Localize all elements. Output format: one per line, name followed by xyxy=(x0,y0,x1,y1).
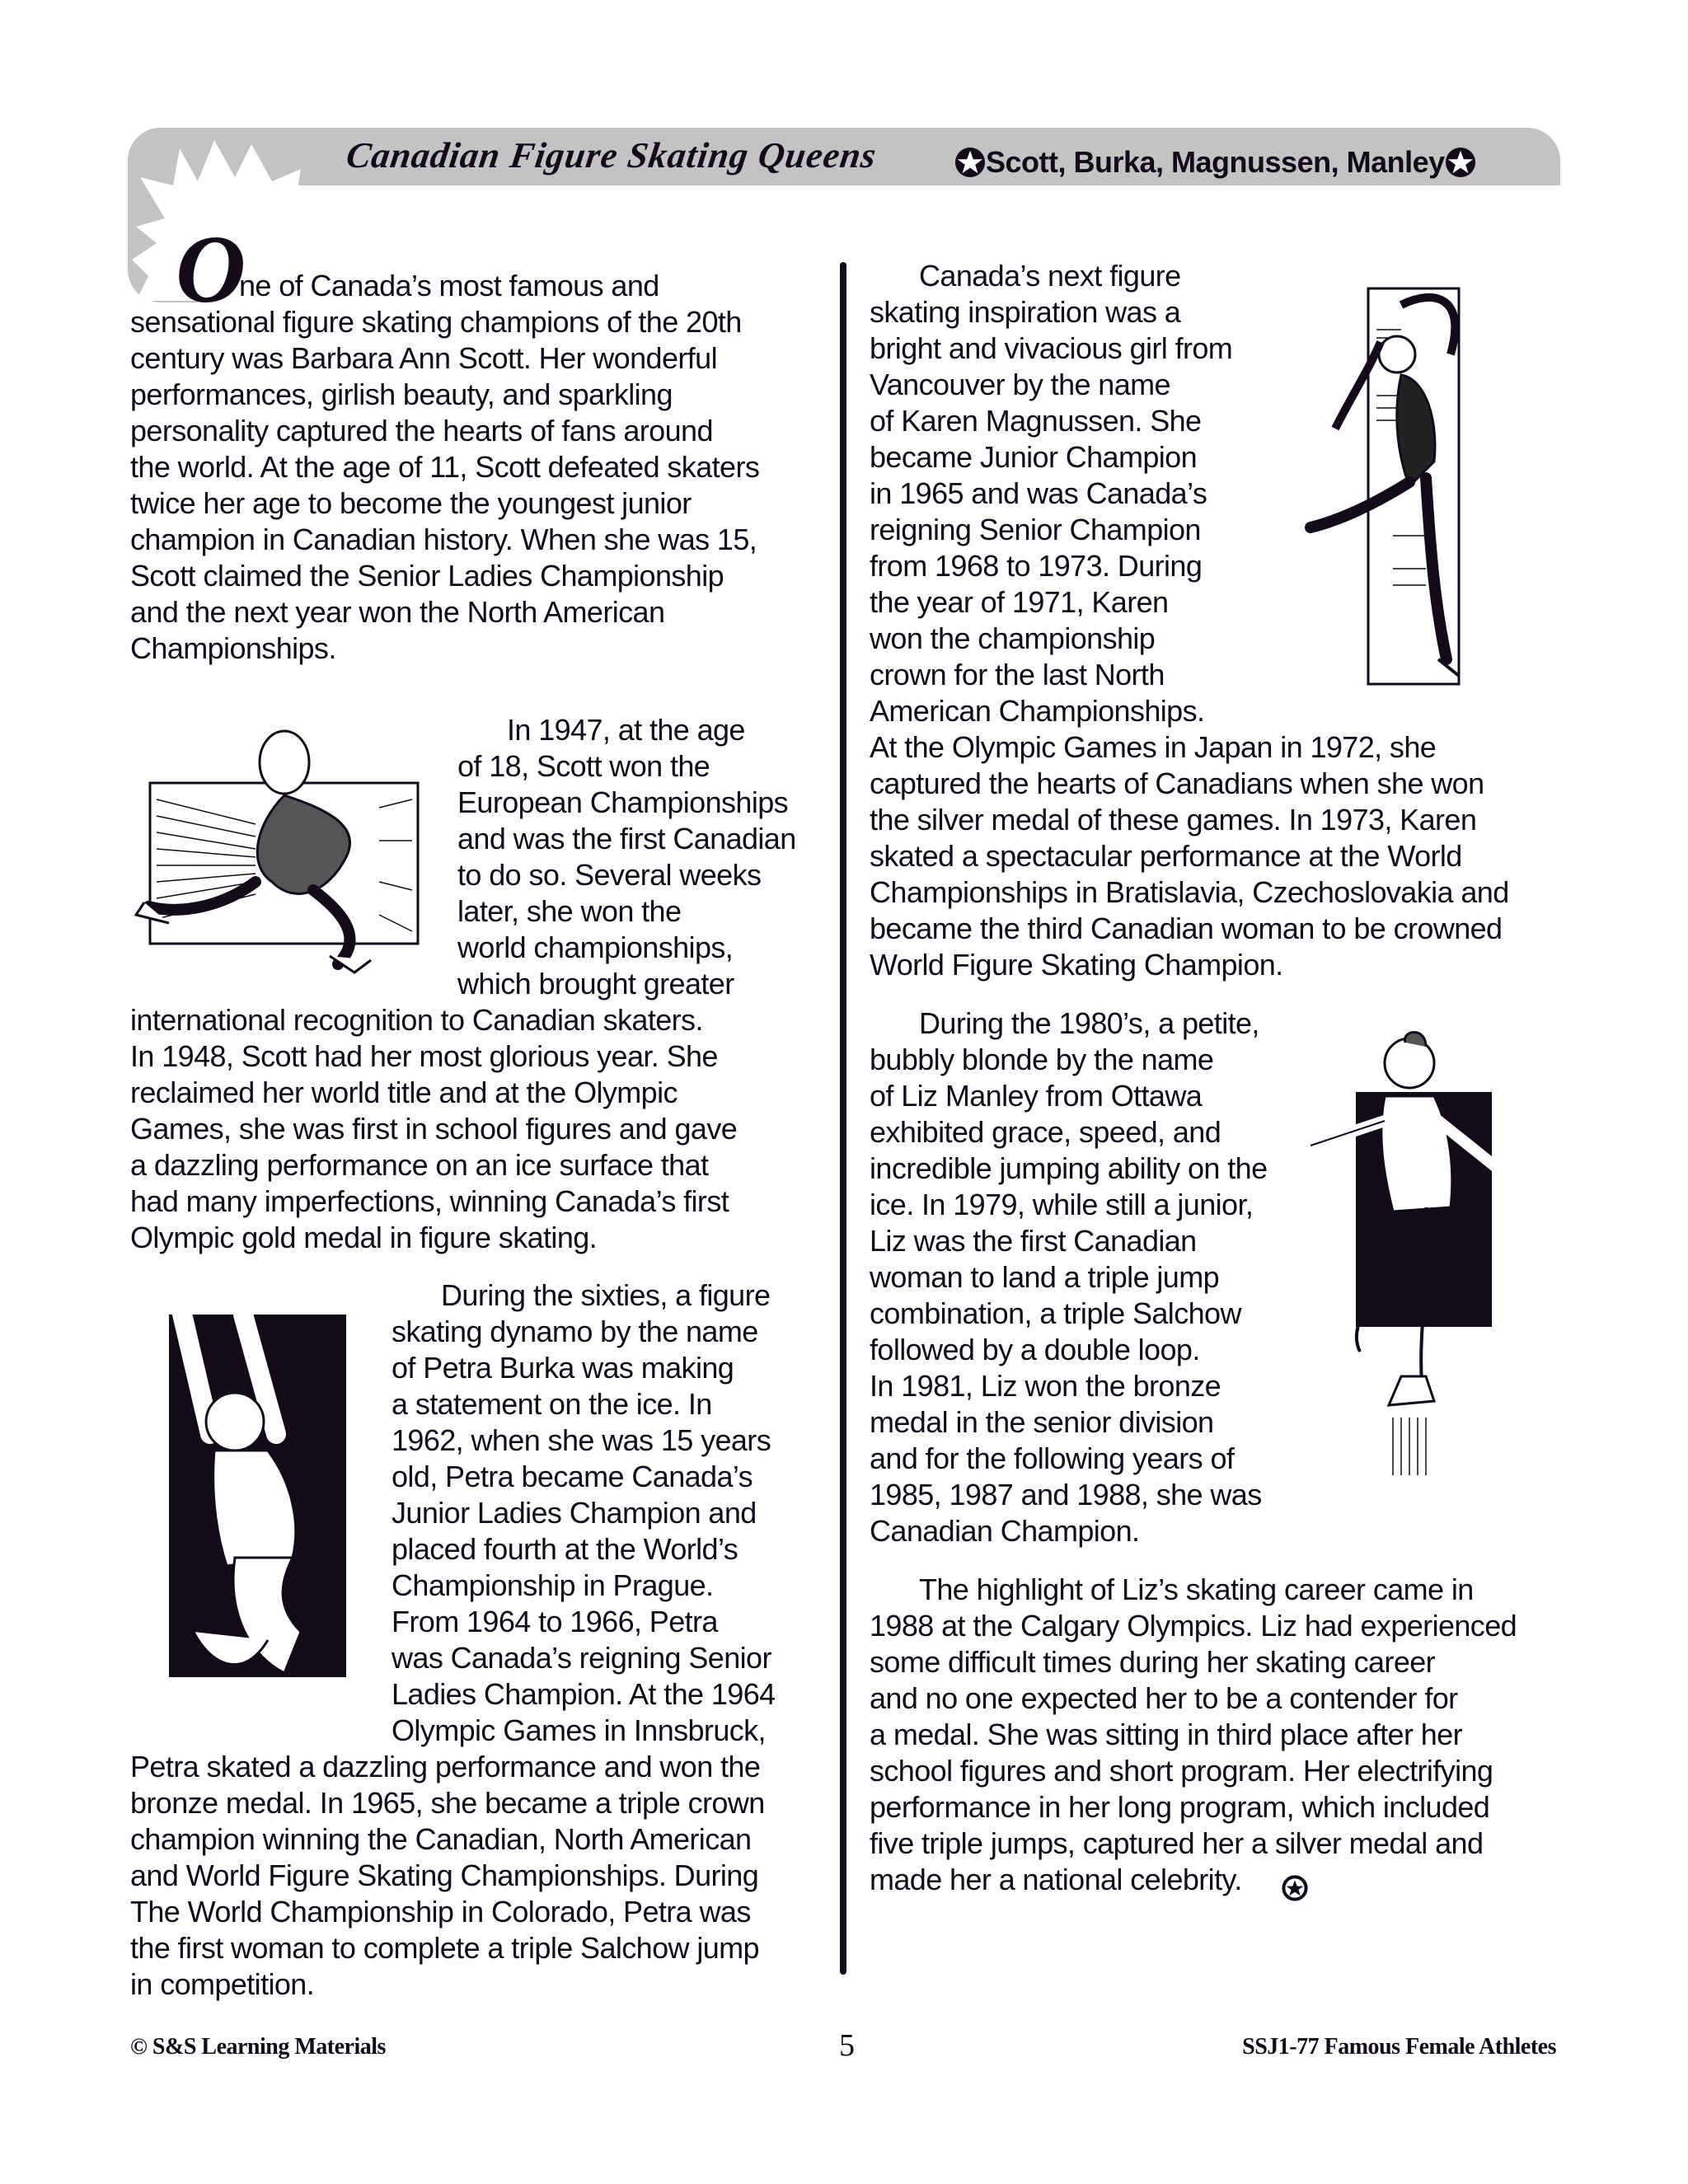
text-line: Liz was the first Canadian xyxy=(870,1224,1197,1258)
text-line: medal in the senior division xyxy=(870,1405,1214,1439)
text-line: of 18, Scott won the xyxy=(457,749,710,783)
text-line: a medal. She was sitting in third place after her xyxy=(870,1718,1462,1751)
text-line: to do so. Several weeks xyxy=(457,858,762,892)
text-line: skated a spectacular performance at the World xyxy=(870,839,1462,873)
text-line: placed fourth at the World’s xyxy=(392,1532,738,1566)
text-line: followed by a double loop. xyxy=(870,1333,1200,1366)
text-line: captured the hearts of Canadians when she won xyxy=(870,766,1484,800)
text-line: Championships in Bratislavia, Czechoslovakia and xyxy=(870,875,1509,909)
text-line: Scott claimed the Senior Ladies Championship xyxy=(130,559,724,593)
text-line: the world. At the age of 11, Scott defeated skaters xyxy=(130,450,760,484)
page-title: Canadian Figure Skating Queens xyxy=(344,135,879,176)
text-line: incredible jumping ability on the xyxy=(870,1151,1268,1185)
text-line: During the 1980’s, a petite, xyxy=(919,1006,1259,1040)
text-line: century was Barbara Ann Scott. Her wonderful xyxy=(130,341,717,375)
athlete-names xyxy=(954,145,1476,180)
text-line: Olympic Games in Innsbruck, xyxy=(392,1713,766,1747)
text-line: ne of Canada’s most famous and xyxy=(239,269,659,302)
text-line: European Championships xyxy=(457,785,789,819)
skater-magnussen-illustration xyxy=(1286,272,1550,701)
text-line: 1962, when she was 15 years xyxy=(392,1423,771,1457)
text-line: 1988 at the Calgary Olympics. Liz had experienced xyxy=(870,1609,1517,1643)
text-line: American Championships. xyxy=(870,694,1205,728)
text-line: and for the following years of xyxy=(870,1441,1235,1475)
text-line: ice. In 1979, while still a junior, xyxy=(870,1188,1254,1221)
text-line: 1985, 1987 and 1988, she was xyxy=(870,1478,1262,1511)
text-line: of Karen Magnussen. She xyxy=(870,404,1202,438)
skater-manley-illustration xyxy=(1294,1030,1558,1492)
text-line: Canada’s next figure xyxy=(919,259,1181,293)
text-line: reclaimed her world title and at the Olympic xyxy=(130,1076,678,1109)
text-line: the first woman to complete a triple Salchow jump xyxy=(130,1931,759,1965)
text-line: The World Championship in Colorado, Petra was xyxy=(130,1895,751,1929)
star-in-circle-icon xyxy=(1445,147,1476,178)
skater-scott-illustration xyxy=(132,717,449,981)
text-line: made her a national celebrity. xyxy=(870,1863,1242,1896)
text-line: bright and vivacious girl from xyxy=(870,331,1233,365)
text-line: won the championship xyxy=(870,621,1156,655)
text-line: the year of 1971, Karen xyxy=(870,585,1169,619)
text-line: in competition. xyxy=(130,1967,315,2001)
text-line: twice her age to become the youngest junior xyxy=(130,486,692,520)
text-line: woman to land a triple jump xyxy=(870,1260,1220,1294)
text-line: Games, she was first in school figures and gave xyxy=(130,1112,738,1146)
text-line: Junior Ladies Champion and xyxy=(392,1496,757,1530)
text-line: At the Olympic Games in Japan in 1972, she xyxy=(870,730,1437,764)
text-line: Petra skated a dazzling performance and won the xyxy=(130,1750,761,1783)
text-line: exhibited grace, speed, and xyxy=(870,1115,1221,1149)
text-line: was Canada’s reigning Senior xyxy=(392,1641,771,1675)
page-number: 5 xyxy=(839,2028,855,2063)
text-line: became the third Canadian woman to be crowned xyxy=(870,912,1503,945)
text-line: the silver medal of these games. In 1973, Karen xyxy=(870,803,1477,837)
drop-cap: O xyxy=(176,215,246,323)
text-line: performances, girlish beauty, and sparkling xyxy=(130,377,673,411)
column-divider xyxy=(840,262,846,1975)
text-line: Championship in Prague. xyxy=(392,1568,714,1602)
text-line: and World Figure Skating Championships. During xyxy=(130,1858,759,1892)
text-line: bubbly blonde by the name xyxy=(870,1043,1214,1076)
footer-copyright: © S&S Learning Materials xyxy=(130,2034,386,2060)
text-line: old, Petra became Canada’s xyxy=(392,1460,753,1493)
text-line: and the next year won the North American xyxy=(130,595,665,629)
text-line: Canadian Champion. xyxy=(870,1514,1140,1548)
text-line: During the sixties, a figure xyxy=(441,1278,771,1312)
text-line: which brought greater xyxy=(457,967,734,1001)
end-star-icon xyxy=(1282,1875,1308,1901)
text-line: had many imperfections, winning Canada’s first xyxy=(130,1184,729,1218)
text-line: champion in Canadian history. When she was 15, xyxy=(130,523,757,556)
star-in-circle-icon xyxy=(954,147,986,178)
text-line: World Figure Skating Champion. xyxy=(870,948,1283,982)
text-line: and was the first Canadian xyxy=(457,822,796,855)
text-line: of Liz Manley from Ottawa xyxy=(870,1079,1203,1113)
text-line: world championships, xyxy=(457,930,734,964)
text-line: crown for the last North xyxy=(870,658,1165,691)
skater-burka-illustration xyxy=(136,1286,383,1722)
text-line: performance in her long program, which included xyxy=(870,1790,1490,1824)
text-line: a dazzling performance on an ice surface that xyxy=(130,1148,709,1182)
text-line: Vancouver by the name xyxy=(870,368,1170,401)
text-line: In 1948, Scott had her most glorious year. She xyxy=(130,1039,718,1073)
text-line: The highlight of Liz’s skating career came in xyxy=(919,1572,1474,1606)
text-line: later, she won the xyxy=(457,894,682,928)
text-line: combination, a triple Salchow xyxy=(870,1296,1241,1330)
text-line: From 1964 to 1966, Petra xyxy=(392,1605,718,1638)
text-line: Ladies Champion. At the 1964 xyxy=(392,1677,776,1711)
text-line: bronze medal. In 1965, she became a triple crown xyxy=(130,1786,765,1820)
text-line: In 1947, at the age xyxy=(507,713,745,747)
text-line: sensational figure skating champions of the 20th xyxy=(130,305,742,339)
text-line: champion winning the Canadian, North American xyxy=(130,1822,752,1856)
text-line: skating dynamo by the name xyxy=(392,1315,758,1348)
text-line: skating inspiration was a xyxy=(870,295,1181,329)
text-line: from 1968 to 1973. During xyxy=(870,549,1203,583)
text-line: school figures and short program. Her electrifying xyxy=(870,1754,1493,1788)
text-line: Championships. xyxy=(130,631,336,665)
text-line: reigning Senior Champion xyxy=(870,513,1201,546)
text-line: became Junior Champion xyxy=(870,440,1198,474)
text-line: of Petra Burka was making xyxy=(392,1351,734,1385)
text-line: and no one expected her to be a contender for xyxy=(870,1681,1458,1715)
text-line: In 1981, Liz won the bronze xyxy=(870,1369,1221,1403)
text-line: personality captured the hearts of fans around xyxy=(130,414,713,448)
text-line: international recognition to Canadian skaters. xyxy=(130,1003,703,1037)
athlete-names-text: Scott, Burka, Magnussen, Manley xyxy=(986,145,1445,179)
text-line: some difficult times during her skating career xyxy=(870,1645,1436,1679)
text-line: Olympic gold medal in figure skating. xyxy=(130,1221,598,1254)
text-line: in 1965 and was Canada’s xyxy=(870,476,1207,510)
text-line: a statement on the ice. In xyxy=(392,1387,712,1421)
text-line: five triple jumps, captured her a silver medal and xyxy=(870,1826,1484,1860)
footer-series: SSJ1-77 Famous Female Athletes xyxy=(1242,2034,1556,2060)
